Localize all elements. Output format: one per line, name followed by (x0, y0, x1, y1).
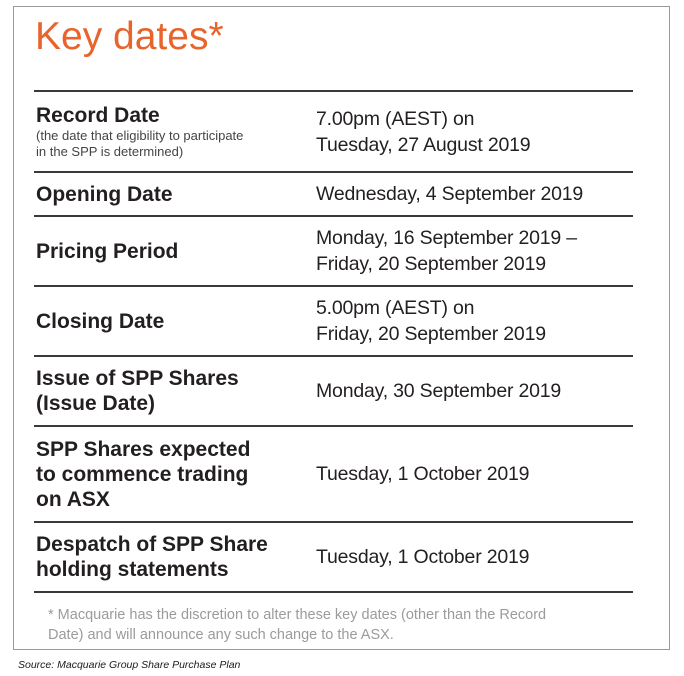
row-label-cell (34, 103, 314, 160)
row-label: Pricing Period (36, 239, 179, 263)
page-title: Key dates* (35, 15, 224, 58)
row-label: Issue of SPP Shares (Issue Date) (36, 367, 239, 415)
table-row-holding-statements (34, 523, 633, 593)
row-label: Opening Date (36, 182, 173, 206)
table-row-issue-date (34, 357, 633, 427)
row-value: Monday, 16 September 2019 – Friday, 20 September 2019 (316, 227, 577, 275)
footnote: * Macquarie has the discretion to alter these key dates (other than the Record Date) and will announce any such change to the ASX. (48, 607, 547, 643)
row-value: 5.00pm (AEST) on Friday, 20 September 2019 (316, 297, 546, 345)
row-label: Closing Date (36, 309, 165, 333)
row-note: (the date that eligibility to participate in the SPP is determined) (36, 128, 244, 159)
row-label-cell (34, 532, 314, 582)
table-row-opening-date (34, 173, 633, 217)
row-label-cell (34, 309, 314, 334)
row-label: Record Date (36, 104, 160, 127)
row-label-cell (34, 366, 314, 416)
key-dates-table (34, 90, 633, 593)
row-value: Tuesday, 1 October 2019 (316, 463, 530, 485)
source-caption: Source: Macquarie Group Share Purchase Plan (18, 659, 241, 671)
row-value: 7.00pm (AEST) on Tuesday, 27 August 2019 (316, 107, 531, 156)
row-value: Tuesday, 1 October 2019 (316, 546, 530, 568)
table-row-pricing-period (34, 217, 633, 287)
table-row-closing-date (34, 287, 633, 357)
row-value: Monday, 30 September 2019 (316, 380, 562, 402)
table-row-record-date (34, 92, 633, 173)
row-label: SPP Shares expected to commence trading on ASX (36, 437, 251, 511)
row-label: Despatch of SPP Share holding statements (36, 533, 268, 581)
table-row-trading-commencement (34, 427, 633, 523)
row-value: Wednesday, 4 September 2019 (316, 183, 584, 205)
row-label-cell (34, 437, 314, 512)
row-label-cell (34, 182, 314, 207)
row-label-cell (34, 239, 314, 264)
